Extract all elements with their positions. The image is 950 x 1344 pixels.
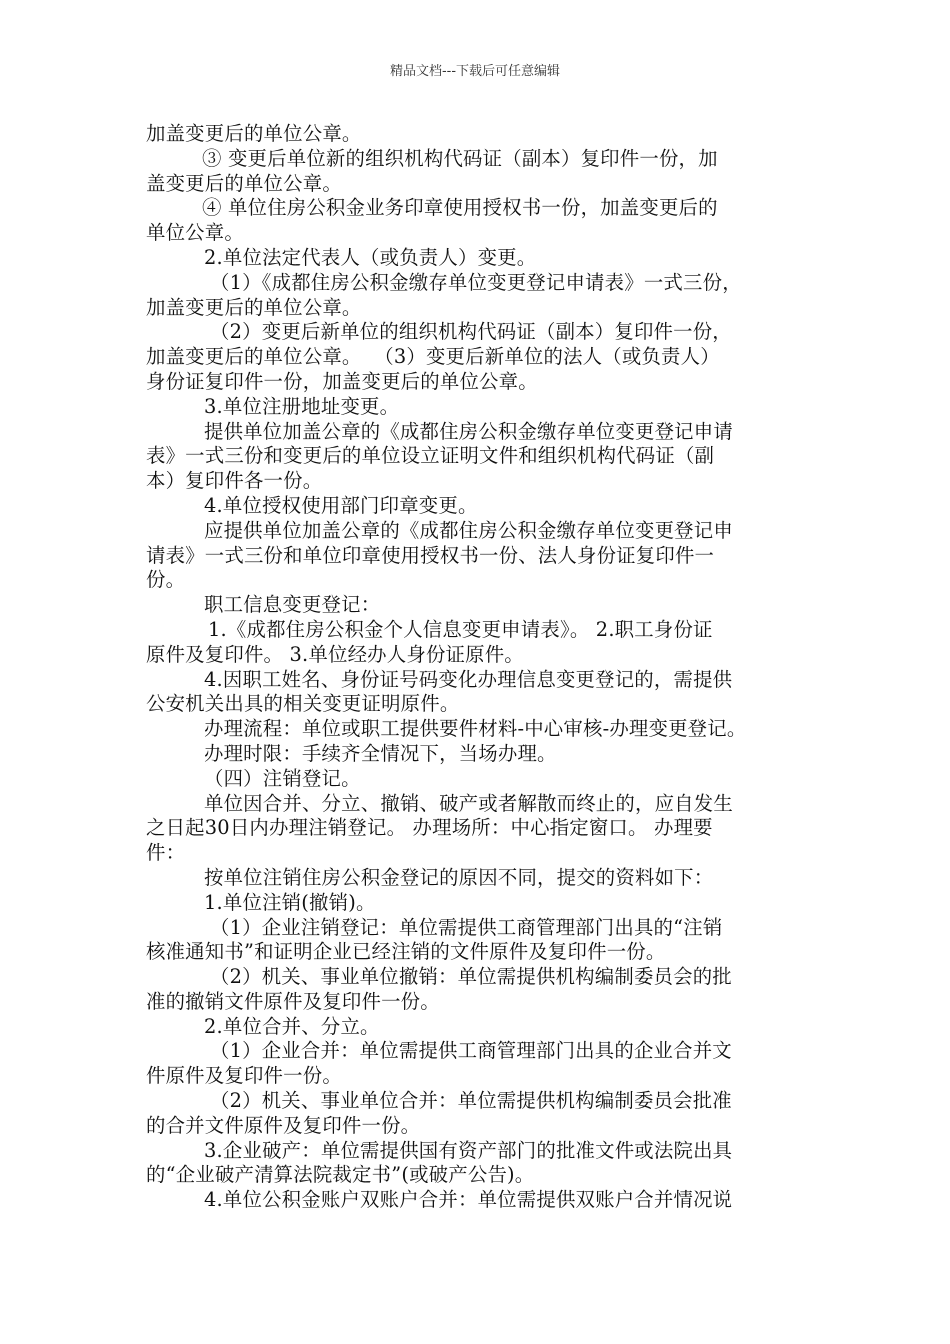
text-line: 1.单位注销(撤销)。	[204, 890, 376, 914]
text-line: （2）机关、事业单位合并：单位需提供机构编制委员会批准	[210, 1089, 732, 1113]
text-line: ③ 变更后单位新的组织机构代码证（副本）复印件一份，加	[202, 146, 718, 170]
text-line: 2.单位法定代表人（或负责人）变更。	[204, 245, 537, 269]
text-line: 3.单位注册地址变更。	[204, 394, 400, 418]
text-line: 4.因职工姓名、身份证号码变化办理信息变更登记的，需提供	[204, 667, 733, 691]
text-line: 请表》一式三份和单位印章使用授权书一份、法人身份证复印件一	[146, 543, 715, 567]
text-line: 的“企业破产清算法院裁定书”(或破产公告)。	[146, 1163, 535, 1187]
text-line: 之日起30日内办理注销登记。 办理场所：中心指定窗口。 办理要	[146, 816, 713, 840]
text-line: 加盖变更后的单位公章。	[146, 295, 362, 319]
text-line: 件：	[146, 841, 186, 865]
text-line: （2）变更后新单位的组织机构代码证（副本）复印件一份，	[210, 320, 732, 344]
text-line: （1）《成都住房公积金缴存单位变更登记申请表》一式三份，	[210, 270, 742, 294]
text-line: 原件及复印件。 3.单位经办人身份证原件。	[146, 642, 524, 666]
text-line: 身份证复印件一份，加盖变更后的单位公章。	[146, 369, 538, 393]
text-line: 提供单位加盖公章的《成都住房公积金缴存单位变更登记申请	[204, 419, 733, 443]
text-line: 份。	[146, 568, 186, 592]
text-line: 单位因合并、分立、撤销、破产或者解散而终止的，应自发生	[204, 791, 733, 815]
text-line: （2）机关、事业单位撤销：单位需提供机构编制委员会的批	[210, 965, 732, 989]
text-line: 4.单位公积金账户双账户合并：单位需提供双账户合并情况说	[204, 1188, 733, 1212]
text-line: 1.《成都住房公积金个人信息变更申请表》。 2.职工身份证	[208, 617, 713, 641]
text-line: 准的撤销文件原件及复印件一份。	[146, 989, 440, 1013]
text-line: 加盖变更后的单位公章。	[146, 122, 362, 145]
text-line: 职工信息变更登记：	[204, 593, 381, 617]
text-line: 件原件及复印件一份。	[146, 1064, 342, 1088]
text-line: 本）复印件各一份。	[146, 469, 323, 493]
text-line: （四）注销登记。	[204, 766, 361, 790]
text-line: 核准通知书”和证明企业已经注销的文件原件及复印件一份。	[146, 940, 666, 964]
text-line: 应提供单位加盖公章的《成都住房公积金缴存单位变更登记申	[204, 518, 733, 542]
text-line: 盖变更后的单位公章。	[146, 171, 342, 195]
text-line: 公安机关出具的相关变更证明原件。	[146, 692, 460, 716]
text-line: 4.单位授权使用部门印章变更。	[204, 493, 478, 517]
document-body	[146, 122, 814, 1213]
text-line: ④ 单位住房公积金业务印章使用授权书一份，加盖变更后的	[202, 196, 718, 220]
text-line: 办理时限：手续齐全情况下，当场办理。	[204, 741, 557, 765]
text-line: 单位公章。	[146, 221, 244, 245]
text-line: 加盖变更后的单位公章。 （3）变更后新单位的法人（或负责人）	[146, 345, 720, 369]
text-line: 2.单位合并、分立。	[204, 1014, 380, 1038]
text-line: 按单位注销住房公积金登记的原因不同，提交的资料如下：	[204, 865, 714, 889]
text-line: 办理流程：单位或职工提供要件材料-中心审核-办理变更登记。	[204, 717, 747, 741]
text-line: 的合并文件原件及复印件一份。	[146, 1113, 421, 1137]
text-line: 3.企业破产：单位需提供国有资产部门的批准文件或法院出具	[204, 1138, 733, 1162]
text-line: （1）企业合并：单位需提供工商管理部门出具的企业合并文	[210, 1039, 732, 1063]
page-header: 精品文档---下载后可任意编辑	[389, 64, 561, 79]
text-line: 表》一式三份和变更后的单位设立证明文件和组织机构代码证（副	[146, 444, 715, 468]
text-line: （1）企业注销登记：单位需提供工商管理部门出具的“注销	[210, 915, 723, 939]
